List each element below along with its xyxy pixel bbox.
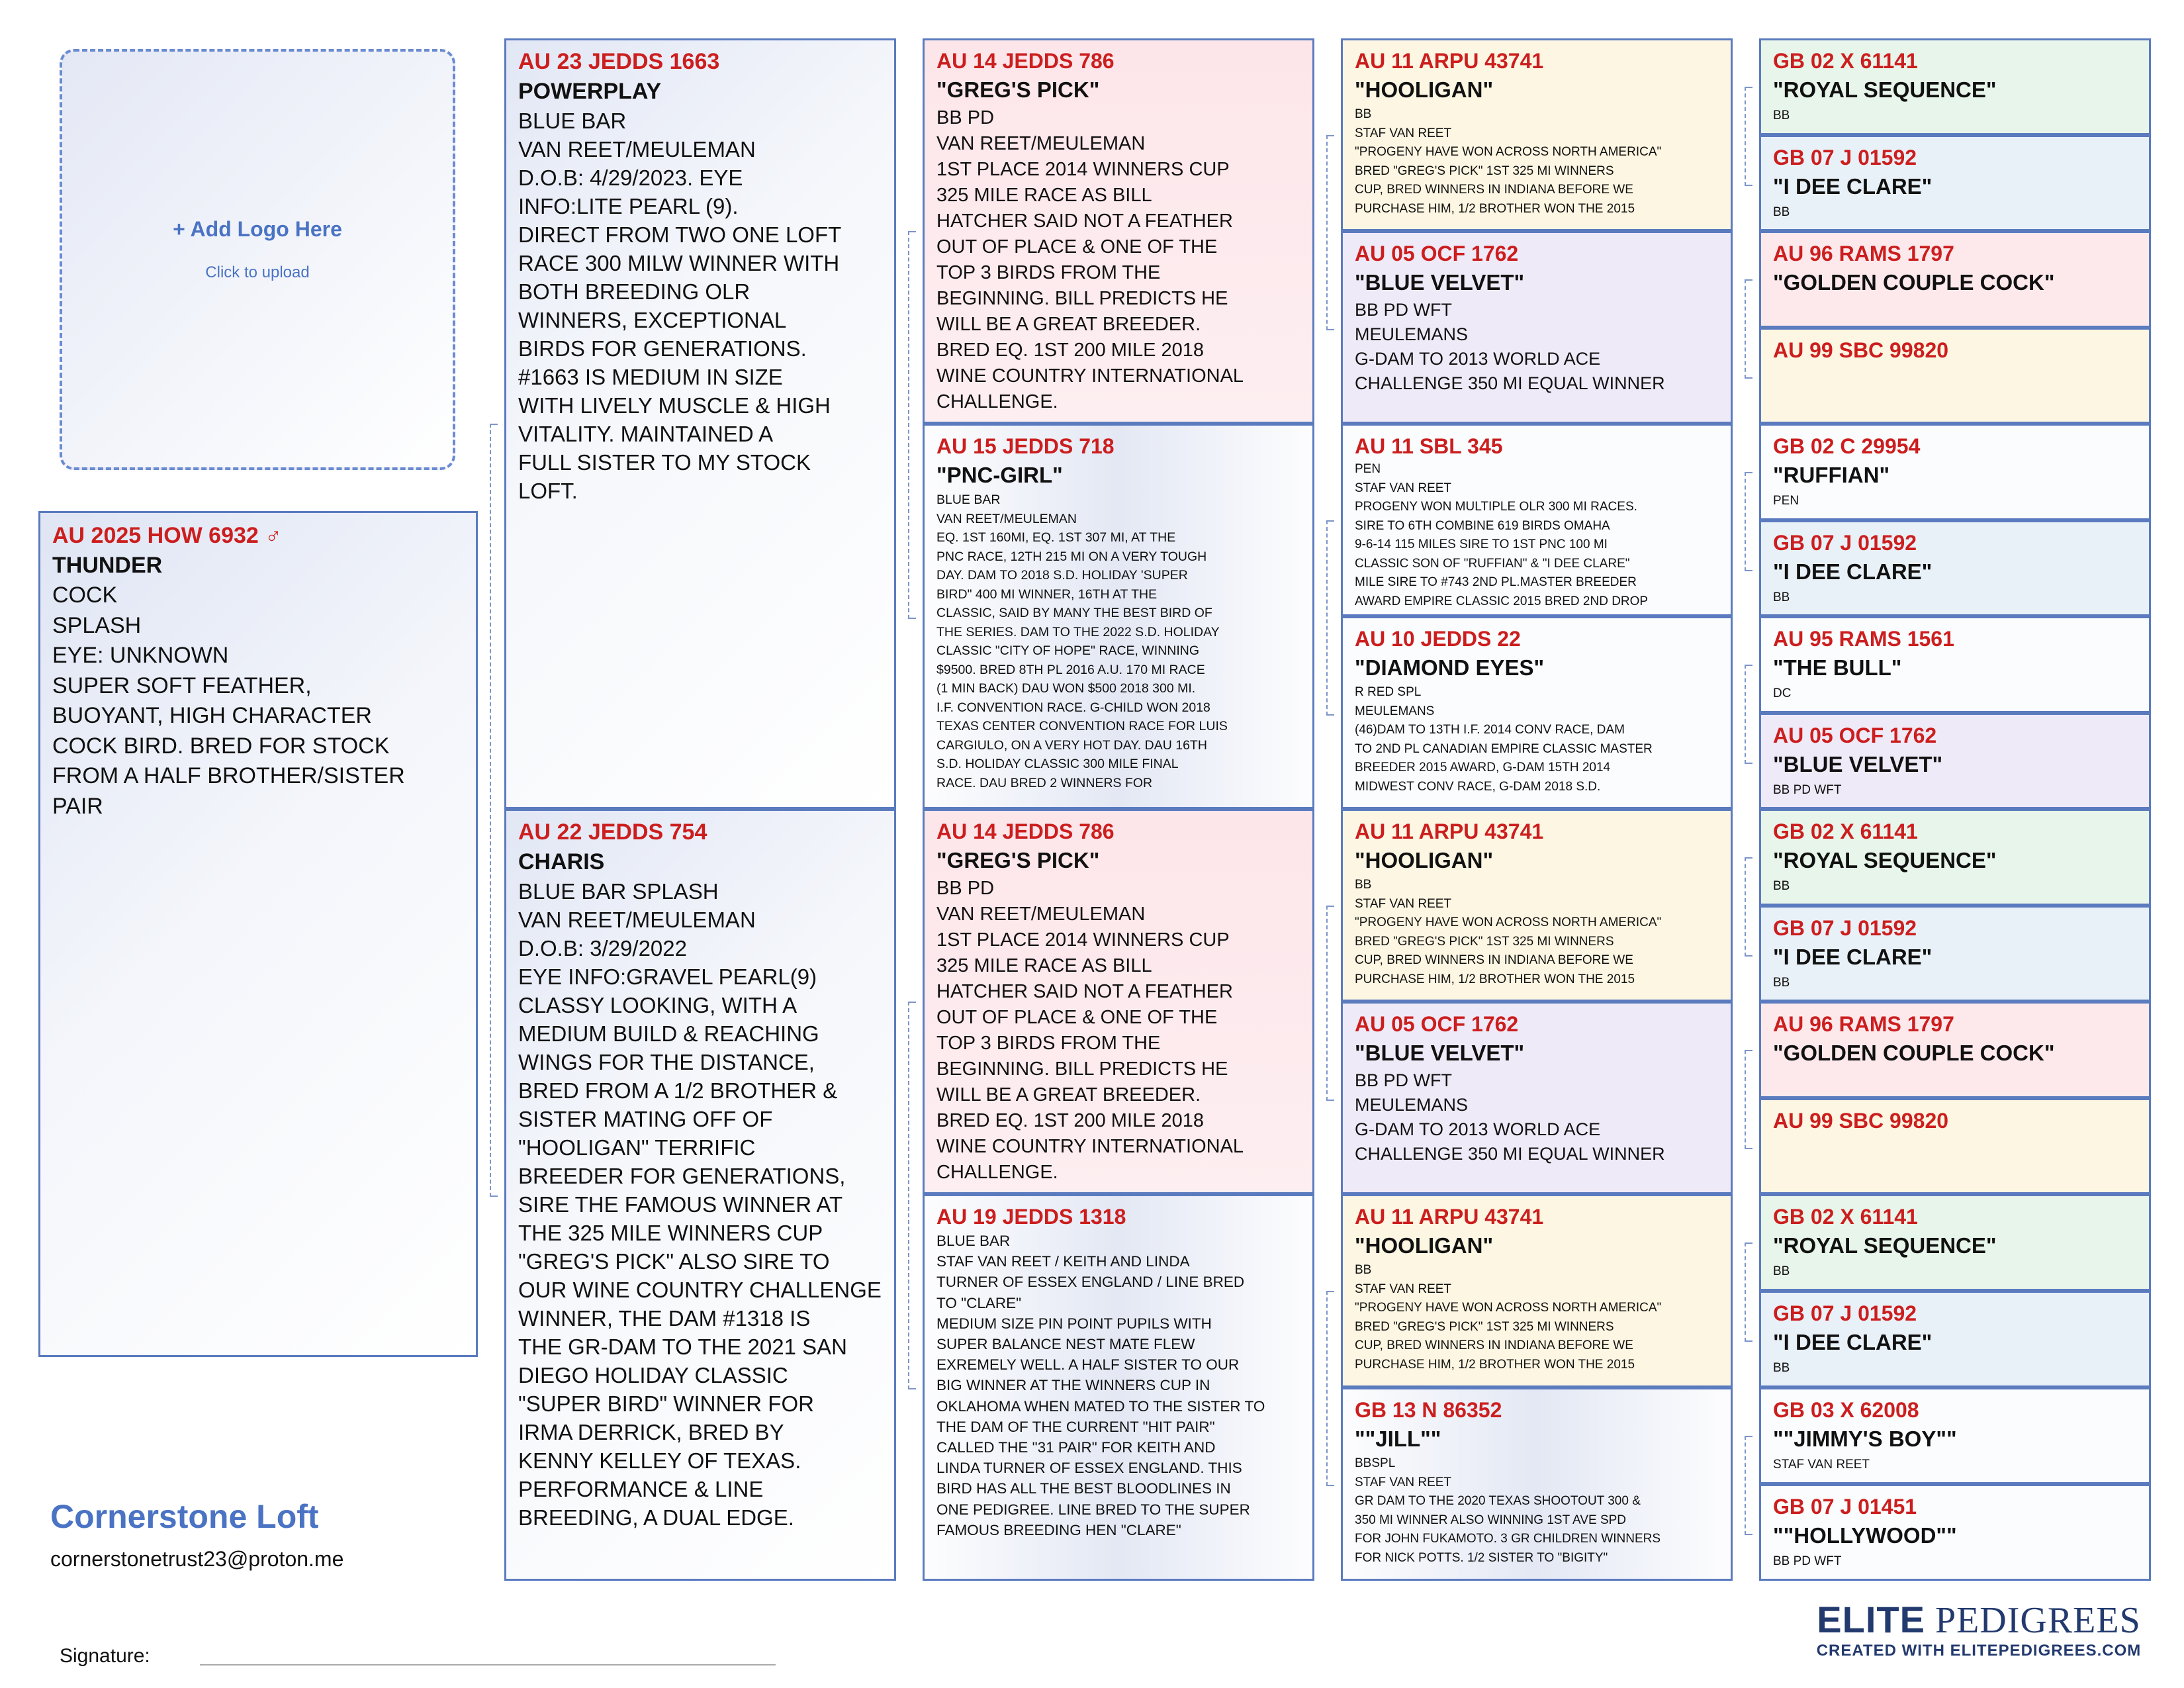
gen5-card[interactable] — [1759, 1194, 2151, 1291]
gen5-name: "GOLDEN COUPLE COCK" — [1773, 1041, 2055, 1065]
gen5-card[interactable] — [1759, 38, 2151, 135]
subject-band-id: AU 2025 HOW 6932 ♂ — [52, 523, 282, 548]
gen5-details: BB — [1773, 1361, 1790, 1375]
gen5-band-id: AU 99 SBC 99820 — [1773, 1109, 1949, 1133]
gen5-card[interactable] — [1759, 231, 2151, 328]
connector-bracket — [1745, 665, 1752, 764]
great-grandparent-card[interactable] — [1341, 1387, 1733, 1581]
connector-bracket — [908, 1002, 916, 1389]
great-grandparent-details: BB STAF VAN REET "PROGENY HAVE WON ACROSS NORTH AMERICA" BRED "GREG'S PICK" 1ST 325 MI WINNERS CUP, BRED WINNERS IN INDIANA BEFORE WE PURCHASE HIM, 1/2 BROTHER WON THE 2015 — [1355, 1263, 1662, 1372]
grandparent-card[interactable] — [923, 38, 1314, 424]
gen5-band-id: GB 02 X 61141 — [1773, 1205, 1918, 1229]
grandparent-details: BLUE BAR STAF VAN REET / KEITH AND LINDA TURNER OF ESSEX ENGLAND / LINE BRED TO "CLARE" MEDIUM SIZE PIN POINT PUPILS WITH SUPER BALANCE NEST MATE FLEW EXREMELY WELL. A HALF SISTER TO OUR BIG WINNER AT THE WINNERS CUP IN OKLAHOMA WHEN MATED TO THE SISTER TO THE DAM OF THE CURRENT "HIT PAIR" CALLED THE "31 PAIR" FOR KEITH AND LINDA TURNER OF ESSEX ENGLAND. THIS BIRD HAS ALL THE BEST BLOODLINES IN ONE PEDIGREE. LINE BRED TO THE SUPER FAMOUS BREEDING HEN "CLARE" — [936, 1233, 1265, 1538]
grandparent-card[interactable] — [923, 809, 1314, 1194]
great-grandparent-details: BB STAF VAN REET "PROGENY HAVE WON ACROSS NORTH AMERICA" BRED "GREG'S PICK" 1ST 325 MI WINNERS CUP, BRED WINNERS IN INDIANA BEFORE WE PURCHASE HIM, 1/2 BROTHER WON THE 2015 — [1355, 878, 1662, 986]
gen5-details: BB — [1773, 590, 1790, 604]
connector-bracket — [1745, 1243, 1752, 1342]
great-grandparent-card[interactable] — [1341, 1002, 1733, 1194]
grandparent-band-id: AU 14 JEDDS 786 — [936, 820, 1115, 843]
gen5-card[interactable] — [1759, 1387, 2151, 1484]
gen5-card[interactable] — [1759, 1484, 2151, 1581]
gen5-band-id: AU 95 RAMS 1561 — [1773, 627, 1954, 651]
connector-bracket — [1326, 1291, 1334, 1486]
great-grandparent-band-id: AU 11 SBL 345 — [1355, 434, 1503, 458]
great-grandparent-details: BBSPL STAF VAN REET GR DAM TO THE 2020 TEXAS SHOOTOUT 300 & 350 MI WINNER ALSO WINNING 1ST AVE SPD FOR JOHN FUKAMOTO. 3 GR CHILDREN WINNERS FOR NICK POTTS. 1/2 SISTER TO "BIGITY" — [1355, 1456, 1661, 1565]
subject-details: COCK SPLASH EYE: UNKNOWN SUPER SOFT FEATHER, BUOYANT, HIGH CHARACTER COCK BIRD. BRED FOR STOCK FROM A HALF BROTHER/SISTER PAIR — [52, 583, 405, 819]
gen5-band-id: AU 96 RAMS 1797 — [1773, 242, 1954, 265]
great-grandparent-details: BB PD WFT MEULEMANS G-DAM TO 2013 WORLD ACE CHALLENGE 350 MI EQUAL WINNER — [1355, 1070, 1665, 1164]
great-grandparent-name: ""JILL"" — [1355, 1427, 1441, 1451]
great-grandparent-band-id: AU 05 OCF 1762 — [1355, 1012, 1519, 1036]
sire-card[interactable] — [504, 38, 896, 809]
gen5-card[interactable] — [1759, 713, 2151, 809]
great-grandparent-card[interactable] — [1341, 616, 1733, 809]
grandparent-band-id: AU 14 JEDDS 786 — [936, 49, 1115, 73]
grandparent-details: BLUE BAR VAN REET/MEULEMAN EQ. 1ST 160MI, EQ. 1ST 307 MI, AT THE PNC RACE, 12TH 215 MI ON A VERY TOUGH DAY. DAM TO 2018 S.D. HOLIDAY 'SUPER BIRD" 400 MI WINNER, 16TH AT THE CLASSIC, SAID BY MANY THE BEST BIRD OF THE SERIES. DAM TO THE 2022 S.D. HOLIDAY CLASSIC "CITY OF HOPE" RACE, WINNING $9500. BRED 8TH PL 2016 A.U. 170 MI RACE (1 MIN BACK) DAU WON $500 2018 300 MI. I.F. CONVENTION RACE. G-CHILD WON 2018 TEXAS CENTER CONVENTION RACE FOR LUIS CARGIULO, ON A VERY HOT DAY. DAU 16TH S.D. HOLIDAY CLASSIC 300 MILE FINAL RACE. DAU BRED 2 WINNERS FOR — [936, 492, 1228, 790]
gen5-card[interactable] — [1759, 809, 2151, 906]
gen5-card[interactable] — [1759, 328, 2151, 424]
grandparent-name: "GREG'S PICK" — [936, 848, 1100, 872]
gen5-details: BB — [1773, 1264, 1790, 1278]
dam-name: CHARIS — [518, 849, 605, 874]
signature-line[interactable] — [200, 1664, 776, 1665]
dam-card[interactable] — [504, 809, 896, 1581]
great-grandparent-name: "HOOLIGAN" — [1355, 77, 1494, 102]
add-logo-label[interactable]: + Add Logo Here — [173, 217, 342, 241]
great-grandparent-band-id: AU 05 OCF 1762 — [1355, 242, 1519, 265]
gen5-band-id: AU 05 OCF 1762 — [1773, 724, 1937, 747]
gen5-details: BB PD WFT — [1773, 783, 1842, 797]
great-grandparent-name: "HOOLIGAN" — [1355, 1233, 1494, 1258]
great-grandparent-name: "BLUE VELVET" — [1355, 1041, 1525, 1065]
gen5-band-id: GB 02 C 29954 — [1773, 434, 1921, 458]
gen5-details: BB — [1773, 879, 1790, 893]
upload-hint: Click to upload — [205, 263, 310, 281]
connector-bracket — [1326, 906, 1334, 1101]
great-grandparent-card[interactable] — [1341, 1194, 1733, 1387]
gen5-name: ""HOLLYWOOD"" — [1773, 1523, 1957, 1548]
grandparent-card[interactable] — [923, 1194, 1314, 1581]
add-logo-area[interactable] — [60, 49, 455, 470]
gen5-band-id: GB 07 J 01592 — [1773, 1301, 1917, 1325]
gen5-band-id: GB 02 X 61141 — [1773, 820, 1918, 843]
gen5-band-id: GB 07 J 01592 — [1773, 916, 1917, 940]
gen5-details: PEN — [1773, 494, 1799, 508]
gen5-band-id: GB 02 X 61141 — [1773, 49, 1918, 73]
loft-name: Cornerstone Loft — [50, 1498, 319, 1535]
great-grandparent-band-id: AU 10 JEDDS 22 — [1355, 627, 1521, 651]
brand-lite: LITE — [1842, 1599, 1925, 1640]
connector-bracket — [490, 424, 498, 1197]
gen5-card[interactable] — [1759, 1098, 2151, 1194]
gen5-details: BB PD WFT — [1773, 1554, 1842, 1568]
connector-bracket — [1745, 1050, 1752, 1149]
connector-bracket — [1745, 472, 1752, 571]
gen5-name: "ROYAL SEQUENCE" — [1773, 848, 1997, 872]
gen5-details: BB — [1773, 205, 1790, 219]
gen5-band-id: GB 07 J 01451 — [1773, 1495, 1917, 1519]
sire-band-id: AU 23 JEDDS 1663 — [518, 49, 720, 74]
dam-band-id: AU 22 JEDDS 754 — [518, 820, 707, 845]
great-grandparent-name: "HOOLIGAN" — [1355, 848, 1494, 872]
connector-bracket — [1745, 279, 1752, 379]
grandparent-details: BB PD VAN REET/MEULEMAN 1ST PLACE 2014 WINNERS CUP 325 MILE RACE AS BILL HATCHER SAID NOT A FEATHER OUT OF PLACE & ONE OF THE TOP 3 BIRDS FROM THE BEGINNING. BILL PREDICTS HE WILL BE A GREAT BREEDER. BRED EQ. 1ST 200 MILE 2018 WINE COUNTRY INTERNATIONAL CHALLENGE. — [936, 107, 1244, 412]
loft-email: cornerstonetrust23@proton.me — [50, 1547, 344, 1571]
gen5-card[interactable] — [1759, 1291, 2151, 1387]
connector-bracket — [908, 231, 916, 619]
great-grandparent-card[interactable] — [1341, 231, 1733, 424]
gen5-band-id: GB 07 J 01592 — [1773, 531, 1917, 555]
grandparent-name: "GREG'S PICK" — [936, 77, 1100, 102]
gen5-band-id: AU 96 RAMS 1797 — [1773, 1012, 1954, 1036]
gen5-name: "ROYAL SEQUENCE" — [1773, 1233, 1997, 1258]
grandparent-card[interactable] — [923, 424, 1314, 809]
signature-label: Signature: — [60, 1645, 150, 1667]
great-grandparent-details: PEN STAF VAN REET PROGENY WON MULTIPLE OLR 300 MI RACES. SIRE TO 6TH COMBINE 619 BIRDS OMAHA 9-6-14 115 MILES SIRE TO 1ST PNC 100 MI CLASSIC SON OF "RUFFIAN" & "I DEE CLARE" MILE SIRE TO #743 2ND PL.MASTER BREEDER AWARD EMPIRE CLASSIC 2015 BRED 2ND DROP — [1355, 462, 1649, 608]
subject-card[interactable] — [38, 511, 478, 1357]
gen5-card[interactable] — [1759, 424, 2151, 520]
gen5-name: "ROYAL SEQUENCE" — [1773, 77, 1997, 102]
gen5-name: "RUFFIAN" — [1773, 463, 1890, 487]
gen5-details: STAF VAN REET — [1773, 1458, 1870, 1472]
great-grandparent-details: BB STAF VAN REET "PROGENY HAVE WON ACROSS NORTH AMERICA" BRED "GREG'S PICK" 1ST 325 MI WINNERS CUP, BRED WINNERS IN INDIANA BEFORE WE PURCHASE HIM, 1/2 BROTHER WON THE 2015 — [1355, 107, 1662, 216]
gen5-name: "I DEE CLARE" — [1773, 945, 1933, 969]
gen5-name: "I DEE CLARE" — [1773, 1330, 1933, 1354]
grandparent-name: "PNC-GIRL" — [936, 463, 1063, 487]
gen5-card[interactable] — [1759, 1002, 2151, 1098]
subject-name: THUNDER — [52, 553, 163, 578]
gen5-name: "BLUE VELVET" — [1773, 752, 1943, 776]
gen5-details: DC — [1773, 686, 1792, 700]
elite-pedigrees-logo — [1800, 1599, 2158, 1660]
great-grandparent-band-id: GB 13 N 86352 — [1355, 1398, 1502, 1422]
great-grandparent-name: "DIAMOND EYES" — [1355, 655, 1545, 680]
grandparent-band-id: AU 15 JEDDS 718 — [936, 434, 1115, 458]
great-grandparent-card[interactable] — [1341, 424, 1733, 616]
gen5-band-id: GB 07 J 01592 — [1773, 146, 1917, 169]
gen5-card[interactable] — [1759, 906, 2151, 1002]
gen5-card[interactable] — [1759, 520, 2151, 616]
gen5-band-id: GB 03 X 62008 — [1773, 1398, 1919, 1422]
connector-bracket — [1745, 1436, 1752, 1535]
connector-bracket — [1745, 87, 1752, 186]
brand-e: E — [1817, 1599, 1843, 1640]
grandparent-band-id: AU 19 JEDDS 1318 — [936, 1205, 1126, 1229]
gen5-name: "GOLDEN COUPLE COCK" — [1773, 270, 2055, 295]
connector-bracket — [1326, 135, 1334, 330]
great-grandparent-details: R RED SPL MEULEMANS (46)DAM TO 13TH I.F. 2014 CONV RACE, DAM TO 2ND PL CANADIAN EMPIRE CLASSIC MASTER BREEDER 2015 AWARD, G-DAM 15TH 2014 MIDWEST CONV RACE, G-DAM 2018 S.D. — [1355, 685, 1653, 794]
gen5-details: BB — [1773, 976, 1790, 990]
great-grandparent-band-id: AU 11 ARPU 43741 — [1355, 1205, 1544, 1229]
great-grandparent-card[interactable] — [1341, 809, 1733, 1002]
gen5-details: BB — [1773, 109, 1790, 122]
sire-name: POWERPLAY — [518, 79, 662, 104]
grandparent-details: BB PD VAN REET/MEULEMAN 1ST PLACE 2014 WINNERS CUP 325 MILE RACE AS BILL HATCHER SAID NOT A FEATHER OUT OF PLACE & ONE OF THE TOP 3 BIRDS FROM THE BEGINNING. BILL PREDICTS HE WILL BE A GREAT BREEDER. BRED EQ. 1ST 200 MILE 2018 WINE COUNTRY INTERNATIONAL CHALLENGE. — [936, 878, 1244, 1183]
great-grandparent-details: BB PD WFT MEULEMANS G-DAM TO 2013 WORLD ACE CHALLENGE 350 MI EQUAL WINNER — [1355, 300, 1665, 393]
dam-details: BLUE BAR SPLASH VAN REET/MEULEMAN D.O.B: 3/29/2022 EYE INFO:GRAVEL PEARL(9) CLASSY LOOKING, WITH A MEDIUM BUILD & REACHING WINGS FOR THE DISTANCE, BRED FROM A 1/2 BROTHER & SISTER MATING OFF OF "HOOLIGAN" TERRIFIC BREEDER FOR GENERATIONS, SIRE THE FAMOUS WINNER AT THE 325 MILE WINNERS CUP "GREG'S PICK" ALSO SIRE TO OUR WINE COUNTRY CHALLENGE WINNER, THE DAM #1318 IS THE GR-DAM TO THE 2021 SAN DIEGO HOLIDAY CLASSIC "SUPER BIRD" WINNER FOR IRMA DERRICK, BRED BY KENNY KELLEY OF TEXAS. PERFORMANCE & LINE BREEDING, A DUAL EDGE. — [518, 879, 882, 1530]
gen5-name: "I DEE CLARE" — [1773, 174, 1933, 199]
gen5-card[interactable] — [1759, 616, 2151, 713]
gen5-name: "I DEE CLARE" — [1773, 559, 1933, 584]
gen5-name: "THE BULL" — [1773, 655, 1902, 680]
brand-tagline: CREATED WITH ELITEPEDIGREES.COM — [1816, 1642, 2142, 1660]
brand-pedigrees: PEDIGREES — [1925, 1600, 2141, 1641]
great-grandparent-name: "BLUE VELVET" — [1355, 270, 1525, 295]
connector-bracket — [1745, 857, 1752, 957]
connector-bracket — [1326, 520, 1334, 716]
gen5-card[interactable] — [1759, 135, 2151, 231]
great-grandparent-band-id: AU 11 ARPU 43741 — [1355, 820, 1544, 843]
gen5-band-id: AU 99 SBC 99820 — [1773, 338, 1949, 362]
sire-details: BLUE BAR VAN REET/MEULEMAN D.O.B: 4/29/2023. EYE INFO:LITE PEARL (9). DIRECT FROM TWO ONE LOFT RACE 300 MILW WINNER WITH BOTH BREEDING OLR WINNERS, EXCEPTIONAL BIRDS FOR GENERATIONS. #1663 IS MEDIUM IN SIZE WITH LIVELY MUSCLE & HIGH VITALITY. MAINTAINED A FULL SISTER TO MY STOCK LOFT. — [518, 109, 842, 503]
gen5-name: ""JIMMY'S BOY"" — [1773, 1427, 1957, 1451]
great-grandparent-band-id: AU 11 ARPU 43741 — [1355, 49, 1544, 73]
great-grandparent-card[interactable] — [1341, 38, 1733, 231]
